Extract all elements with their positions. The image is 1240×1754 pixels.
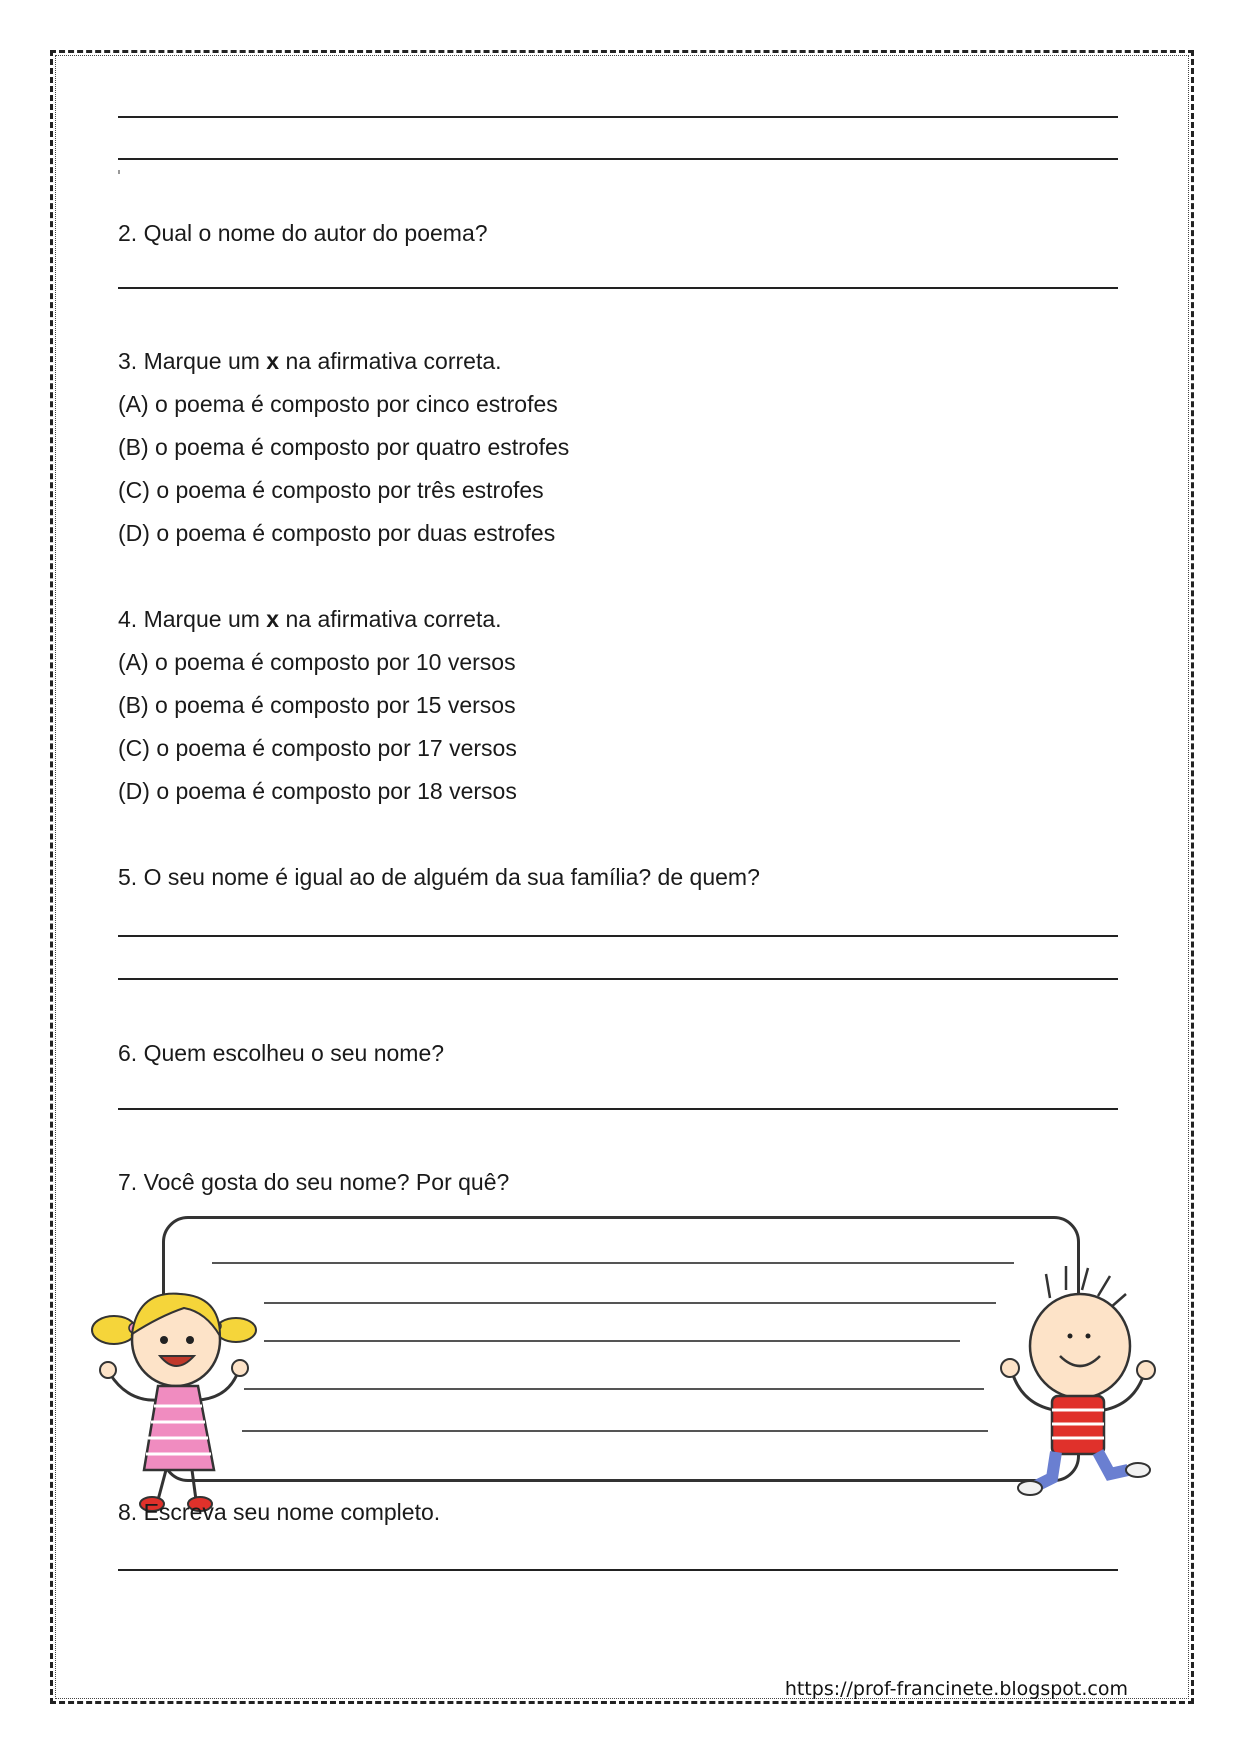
question-3	[118, 347, 502, 375]
option-a[interactable]: (A) o poema é composto por 10 versos	[118, 649, 516, 675]
question-3-prefix: 3. Marque um	[118, 348, 267, 374]
answer-line[interactable]	[118, 1569, 1118, 1571]
answer-line[interactable]	[118, 158, 1118, 160]
option-d[interactable]: (D) o poema é composto por 18 versos	[118, 778, 517, 804]
writing-line[interactable]	[244, 1388, 984, 1390]
option-c[interactable]: (C) o poema é composto por três estrofes	[118, 477, 544, 503]
question-8: 8. Escreva seu nome completo.	[118, 1499, 441, 1525]
question-3-mark: x	[266, 348, 280, 374]
answer-line[interactable]	[118, 935, 1118, 937]
writing-line[interactable]	[242, 1430, 988, 1432]
writing-line[interactable]	[264, 1340, 960, 1342]
girl-leg	[158, 1470, 166, 1500]
girl-pigtail-right	[216, 1318, 256, 1342]
girl-eye	[186, 1336, 194, 1344]
girl-illustration	[88, 1282, 258, 1514]
boy-illustration	[992, 1264, 1168, 1500]
boy-shoe	[1018, 1481, 1042, 1495]
question-4-prefix: 4. Marque um	[118, 606, 267, 632]
boy-hand	[1137, 1361, 1155, 1379]
question-4-suffix: na afirmativa correta.	[279, 606, 502, 632]
stray-mark	[118, 170, 120, 174]
girl-hand	[100, 1362, 116, 1378]
girl-hand	[232, 1360, 248, 1376]
writing-box	[162, 1216, 1080, 1482]
answer-line[interactable]	[118, 116, 1118, 118]
answer-line[interactable]	[118, 287, 1118, 289]
girl-leg	[192, 1470, 196, 1500]
question-3-suffix: na afirmativa correta.	[279, 348, 502, 374]
boy-hand	[1001, 1359, 1019, 1377]
answer-line[interactable]	[118, 978, 1118, 980]
option-d[interactable]: (D) o poema é composto por duas estrofes	[118, 520, 556, 546]
option-a[interactable]: (A) o poema é composto por cinco estrofes	[118, 391, 558, 417]
writing-line[interactable]	[212, 1262, 1014, 1264]
girl-eye	[160, 1336, 168, 1344]
boy-eye	[1086, 1334, 1091, 1339]
question-2: 2. Qual o nome do autor do poema?	[118, 220, 488, 246]
option-c[interactable]: (C) o poema é composto por 17 versos	[118, 735, 517, 761]
option-b[interactable]: (B) o poema é composto por 15 versos	[118, 692, 516, 718]
question-7: 7. Você gosta do seu nome? Por quê?	[118, 1169, 510, 1195]
option-b[interactable]: (B) o poema é composto por quatro estrofes	[118, 434, 570, 460]
answer-line[interactable]	[118, 1108, 1118, 1110]
boy-shoe	[1126, 1463, 1150, 1477]
boy-leg	[1098, 1452, 1128, 1474]
writing-line[interactable]	[264, 1302, 996, 1304]
question-5: 5. O seu nome é igual ao de alguém da sua família? de quem?	[118, 864, 760, 890]
boy-leg	[1036, 1452, 1056, 1486]
question-6: 6. Quem escolheu o seu nome?	[118, 1040, 445, 1066]
footer-url[interactable]: https://prof-francinete.blogspot.com	[784, 1678, 1128, 1700]
boy-head	[1030, 1294, 1130, 1398]
question-4-mark: x	[266, 606, 280, 632]
boy-eye	[1068, 1334, 1073, 1339]
question-4	[118, 605, 502, 633]
